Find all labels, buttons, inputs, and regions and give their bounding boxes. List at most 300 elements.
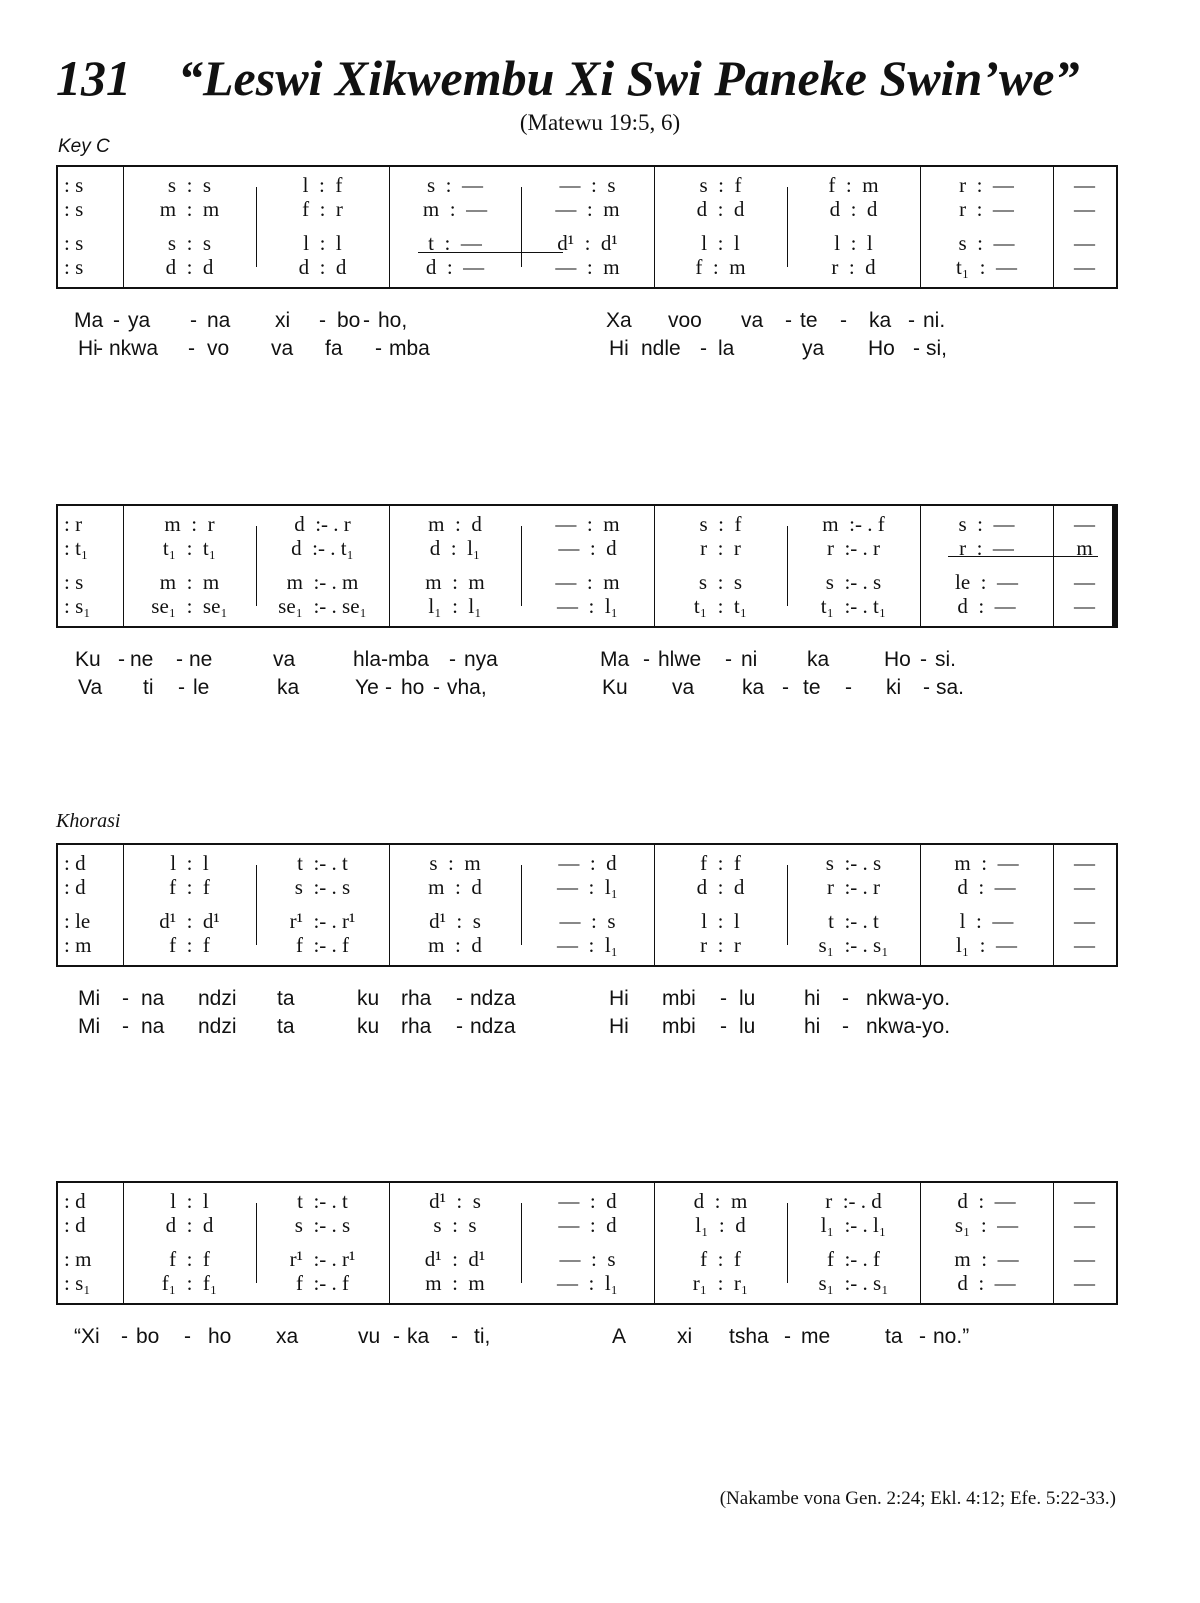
lyric-syllable: mba <box>389 337 430 360</box>
lyric-syllable: ndzi <box>198 1015 237 1038</box>
note-text: : s <box>64 255 84 279</box>
note-text: t :- . t <box>297 1189 348 1213</box>
note-text: d¹ : d¹ <box>557 231 618 255</box>
note-text: f :- . f <box>295 1271 350 1295</box>
note-text: m : — <box>954 1247 1019 1271</box>
syllable-hyphen: - <box>319 309 326 332</box>
note-text: m : — <box>954 851 1019 875</box>
syllable-hyphen: - <box>190 309 197 332</box>
lyric-syllable: na <box>207 309 231 332</box>
note-text: t :- . t <box>297 851 348 875</box>
lyric-syllable: ndzi <box>198 987 237 1010</box>
note-cell <box>256 933 389 957</box>
syllable-hyphen: - <box>178 676 185 699</box>
lyric-syllable: Ho <box>884 648 911 671</box>
lyric-syllable: lu <box>739 987 756 1010</box>
lyric-syllable: A <box>612 1325 627 1348</box>
note-text: m : d <box>428 512 482 536</box>
note-cell <box>123 1189 256 1213</box>
note-text: m :- . f <box>822 512 885 536</box>
note-cell <box>654 933 787 957</box>
note-cell <box>521 570 654 594</box>
lyric-syllable: Ho <box>868 337 895 360</box>
lyric-line <box>0 645 1200 675</box>
note-cell <box>256 231 389 255</box>
lyric-syllable: le <box>193 676 210 699</box>
tie-line <box>418 252 563 253</box>
syllable-hyphen: - <box>113 309 120 332</box>
note-cell <box>256 875 389 899</box>
note-text: — <box>1074 197 1095 221</box>
syllable-hyphen: - <box>700 337 707 360</box>
syllable-hyphen: - <box>784 1325 791 1348</box>
note-text: s : — <box>426 173 483 197</box>
lyric-syllable: Ku <box>75 648 101 671</box>
note-text: l : l <box>701 231 740 255</box>
lyric-syllable: hla-mba <box>353 648 429 671</box>
lyric-syllable: ka <box>807 648 830 671</box>
note-cell <box>389 512 521 536</box>
note-text: m : m <box>159 197 220 221</box>
note-cell <box>787 909 920 933</box>
voice-part-row <box>58 851 1116 875</box>
lyric-syllable: nkwa <box>109 337 159 360</box>
note-cell <box>256 173 389 197</box>
syllable-hyphen: - <box>433 676 440 699</box>
note-cell <box>654 909 787 933</box>
note-cell <box>521 1271 654 1295</box>
note-cell <box>1053 197 1116 221</box>
note-text: s : f <box>699 173 742 197</box>
note-text: f : f <box>169 1247 210 1271</box>
voice-part-row <box>58 512 1112 536</box>
note-cell <box>920 875 1053 899</box>
note-text: l : l <box>170 851 209 875</box>
note-text: f₁ : f₁ <box>161 1271 218 1295</box>
note-cell <box>58 255 123 279</box>
note-text: t : — <box>428 231 482 255</box>
note-text: : s <box>64 231 84 255</box>
syllable-hyphen: - <box>456 987 463 1010</box>
note-cell <box>389 570 521 594</box>
lyric-syllable: ku <box>357 987 380 1010</box>
note-cell <box>920 933 1053 957</box>
voice-part-row <box>58 933 1116 957</box>
note-cell <box>123 255 256 279</box>
note-text: — : d <box>558 851 617 875</box>
note-cell <box>654 1189 787 1213</box>
note-cell <box>787 231 920 255</box>
note-cell <box>654 851 787 875</box>
lyric-syllable: si. <box>935 648 956 671</box>
note-text: d¹ : d¹ <box>159 909 220 933</box>
note-cell <box>389 173 521 197</box>
syllable-hyphen: - <box>720 1015 727 1038</box>
voice-part-row <box>58 173 1116 197</box>
note-cell <box>58 909 123 933</box>
note-text: l : l <box>303 231 342 255</box>
hymn-title: “Leswi Xikwembu Xi Swi Paneke Swin’we” <box>178 50 1080 106</box>
note-cell <box>920 1247 1053 1271</box>
lyric-syllable: ka <box>742 676 765 699</box>
note-cell <box>123 570 256 594</box>
music-system <box>56 504 1118 628</box>
lyric-syllable: ne <box>130 648 154 671</box>
lyric-syllable: lu <box>739 1015 756 1038</box>
note-text: m : r <box>164 512 215 536</box>
note-cell <box>521 909 654 933</box>
lyric-syllable: Hi <box>609 1015 629 1038</box>
syllable-hyphen: - <box>122 987 129 1010</box>
lyric-syllable: Xa <box>606 309 632 332</box>
lyric-syllable: ka <box>869 309 892 332</box>
note-cell <box>1053 570 1116 594</box>
note-text: s :- . s <box>825 570 882 594</box>
note-text: d : — <box>957 875 1016 899</box>
lyric-syllable: ho <box>401 676 425 699</box>
note-text: le : — <box>955 570 1018 594</box>
note-text: — <box>1074 255 1095 279</box>
note-cell <box>123 536 256 560</box>
note-text: s : s <box>167 231 212 255</box>
syllable-hyphen: - <box>842 987 849 1010</box>
lyric-syllable: no.” <box>933 1325 970 1348</box>
voice-part-row <box>58 875 1116 899</box>
lyric-syllable: ne <box>189 648 213 671</box>
note-text: s₁ : — <box>954 1213 1019 1237</box>
note-cell <box>123 1271 256 1295</box>
note-cell <box>58 851 123 875</box>
note-text: d¹ : d¹ <box>424 1247 486 1271</box>
note-text: l : l <box>701 909 740 933</box>
lyric-syllable: ndza <box>470 987 516 1010</box>
note-cell <box>123 173 256 197</box>
note-cell <box>389 255 521 279</box>
note-text: r :- . r <box>826 875 881 899</box>
syllable-hyphen: - <box>451 1325 458 1348</box>
note-cell <box>920 909 1053 933</box>
note-cell <box>123 933 256 957</box>
note-text: : d <box>64 851 86 875</box>
note-text: — <box>1074 173 1095 197</box>
syllable-hyphen: - <box>842 1015 849 1038</box>
note-cell <box>654 594 787 618</box>
note-text: m : d <box>428 933 482 957</box>
lyric-syllable: ndza <box>470 1015 516 1038</box>
note-text: d : d <box>298 255 347 279</box>
note-text: — : l₁ <box>557 875 618 899</box>
lyric-syllable: nya <box>464 648 498 671</box>
lyric-syllable: Ma <box>600 648 630 671</box>
note-text: — : m <box>555 570 620 594</box>
syllable-hyphen: - <box>375 337 382 360</box>
note-cell <box>256 851 389 875</box>
note-cell <box>1053 1189 1116 1213</box>
voice-part-row <box>58 570 1112 594</box>
note-text: — : m <box>555 255 620 279</box>
note-cell <box>654 570 787 594</box>
note-cell <box>920 512 1053 536</box>
tie-line <box>948 556 1098 557</box>
note-cell <box>654 1213 787 1237</box>
note-text: — <box>1074 1247 1095 1271</box>
lyric-syllable: Mi <box>78 987 101 1010</box>
music-system <box>56 1181 1118 1305</box>
lyric-syllable: ka <box>277 676 300 699</box>
note-cell <box>389 875 521 899</box>
note-cell <box>1053 231 1116 255</box>
lyric-syllable: voo <box>668 309 702 332</box>
note-cell <box>256 536 389 560</box>
note-text: s : m <box>429 851 481 875</box>
note-cell <box>58 933 123 957</box>
note-cell <box>654 1247 787 1271</box>
note-cell <box>389 1271 521 1295</box>
note-cell <box>920 570 1053 594</box>
syllable-hyphen: - <box>176 648 183 671</box>
syllable-hyphen: - <box>122 1015 129 1038</box>
note-cell <box>58 512 123 536</box>
note-text: — : d <box>558 1213 617 1237</box>
note-cell <box>1053 909 1116 933</box>
note-cell <box>521 1247 654 1271</box>
note-cell <box>1053 1247 1116 1271</box>
note-text: f : m <box>695 255 746 279</box>
lyric-syllable: “Xi <box>74 1325 100 1348</box>
lyric-syllable: ki <box>886 676 902 699</box>
voice-part-row <box>58 197 1116 221</box>
footnote: (Nakambe vona Gen. 2:24; Ekl. 4:12; Efe. 5:22-33.) <box>719 1488 1116 1509</box>
note-cell <box>123 909 256 933</box>
voice-part-row <box>58 594 1112 618</box>
syllable-hyphen: - <box>118 648 125 671</box>
note-text: r : d <box>831 255 876 279</box>
syllable-hyphen: - <box>913 337 920 360</box>
note-text: m <box>1076 536 1093 560</box>
note-cell <box>58 1189 123 1213</box>
lyric-syllable: Hi <box>609 987 629 1010</box>
note-text: d : m <box>693 1189 748 1213</box>
lyric-syllable: Ma <box>74 309 104 332</box>
note-cell <box>654 231 787 255</box>
note-cell <box>256 255 389 279</box>
lyric-syllable: ku <box>357 1015 380 1038</box>
note-cell <box>920 197 1053 221</box>
lyric-syllable: va <box>273 648 296 671</box>
note-cell <box>920 851 1053 875</box>
lyric-syllable: vu <box>358 1325 381 1348</box>
note-text: — : s <box>559 1247 616 1271</box>
note-text: d : l₁ <box>429 536 481 560</box>
note-text: — <box>1074 875 1095 899</box>
note-text: m : — <box>422 197 488 221</box>
lyric-line <box>0 673 1200 703</box>
lyric-syllable: ka <box>407 1325 430 1348</box>
note-cell <box>920 594 1053 618</box>
note-cell <box>521 512 654 536</box>
note-text: : le <box>64 909 91 933</box>
note-text: d : — <box>957 1271 1016 1295</box>
note-text: — : m <box>555 197 620 221</box>
note-text: m :- . m <box>286 570 359 594</box>
lyric-syllable: ti <box>143 676 154 699</box>
note-text: d : — <box>957 594 1016 618</box>
note-cell <box>1053 933 1116 957</box>
lyric-syllable: va <box>271 337 294 360</box>
voice-part-row <box>58 255 1116 279</box>
note-cell <box>58 536 123 560</box>
note-text: s : f <box>699 512 742 536</box>
note-cell <box>58 1247 123 1271</box>
lyric-syllable: nkwa-yo. <box>866 1015 951 1038</box>
note-text: : s₁ <box>64 594 91 618</box>
lyric-syllable: te <box>803 676 821 699</box>
note-text: r :- . r <box>826 536 881 560</box>
note-text: : s <box>64 197 84 221</box>
note-text: : s <box>64 570 84 594</box>
note-cell <box>654 536 787 560</box>
note-cell <box>256 909 389 933</box>
lyric-syllable: Hi <box>609 337 629 360</box>
note-cell <box>58 1213 123 1237</box>
lyric-line <box>0 306 1200 336</box>
note-text: f :- . f <box>295 933 350 957</box>
note-cell <box>1053 173 1116 197</box>
note-cell <box>654 255 787 279</box>
syllable-hyphen: - <box>385 676 392 699</box>
lyric-syllable: xi <box>275 309 291 332</box>
note-cell <box>58 594 123 618</box>
note-text: : s <box>64 173 84 197</box>
note-cell <box>787 1189 920 1213</box>
note-cell <box>389 1189 521 1213</box>
note-text: d¹ : s <box>429 909 481 933</box>
note-cell <box>920 1189 1053 1213</box>
note-cell <box>256 197 389 221</box>
note-cell <box>256 1189 389 1213</box>
note-text: t₁ : t₁ <box>693 594 748 618</box>
lyric-syllable: Hi <box>78 337 98 360</box>
syllable-hyphen: - <box>188 337 195 360</box>
note-cell <box>521 1189 654 1213</box>
lyric-syllable: rha <box>401 987 432 1010</box>
note-text: d : — <box>425 255 485 279</box>
note-cell <box>389 909 521 933</box>
lyric-syllable: hi <box>804 1015 821 1038</box>
note-text: r¹ :- . r¹ <box>289 1247 356 1271</box>
note-cell <box>123 1213 256 1237</box>
note-text: s : s <box>167 173 212 197</box>
note-cell <box>787 933 920 957</box>
note-cell <box>521 536 654 560</box>
syllable-hyphen: - <box>782 676 789 699</box>
note-cell <box>1053 1213 1116 1237</box>
lyric-syllable: ni. <box>923 309 946 332</box>
lyric-syllable: Va <box>78 676 103 699</box>
lyric-syllable: va <box>672 676 695 699</box>
note-text: — : l₁ <box>557 594 618 618</box>
note-text: l : f <box>302 173 343 197</box>
note-cell <box>920 173 1053 197</box>
lyric-syllable: ho <box>208 1325 232 1348</box>
note-cell <box>1053 594 1116 618</box>
lyric-syllable: te <box>800 309 818 332</box>
note-cell <box>1053 875 1116 899</box>
note-cell <box>256 1271 389 1295</box>
note-text: — : d <box>558 536 617 560</box>
lyric-line <box>0 984 1200 1014</box>
note-cell <box>787 875 920 899</box>
note-text: f :- . f <box>826 1247 881 1271</box>
note-text: l₁ : d <box>695 1213 746 1237</box>
lyric-syllable: vo <box>207 337 230 360</box>
note-cell <box>920 255 1053 279</box>
lyric-syllable: hi <box>804 987 821 1010</box>
note-text: m : d <box>428 875 482 899</box>
note-cell <box>787 173 920 197</box>
note-cell <box>521 851 654 875</box>
note-text: — : s <box>559 909 616 933</box>
lyric-syllable: Ku <box>602 676 628 699</box>
note-text: s :- . s <box>294 1213 351 1237</box>
lyric-syllable: ya <box>128 309 151 332</box>
note-cell <box>389 594 521 618</box>
lyric-syllable: va <box>741 309 764 332</box>
note-text: l : — <box>959 909 1014 933</box>
note-text: — : l₁ <box>557 1271 618 1295</box>
note-cell <box>787 197 920 221</box>
note-cell <box>521 875 654 899</box>
note-text: : m <box>64 1247 92 1271</box>
note-text: s : — <box>958 512 1015 536</box>
note-cell <box>654 512 787 536</box>
syllable-hyphen: - <box>121 1325 128 1348</box>
note-text: r : — <box>959 197 1014 221</box>
note-text: s₁ :- . s₁ <box>818 1271 889 1295</box>
note-cell <box>123 851 256 875</box>
lyric-line <box>0 1012 1200 1042</box>
note-text: d¹ : s <box>429 1189 481 1213</box>
note-cell <box>521 594 654 618</box>
note-text: s :- . s <box>294 875 351 899</box>
chorus-label: Khorasi <box>56 810 121 832</box>
note-cell <box>787 1213 920 1237</box>
note-text: t₁ :- . t₁ <box>820 594 887 618</box>
note-cell <box>521 197 654 221</box>
note-cell <box>58 1271 123 1295</box>
lyric-syllable: rha <box>401 1015 432 1038</box>
music-system <box>56 165 1118 289</box>
note-text: — <box>1074 512 1095 536</box>
note-text: l₁ : — <box>956 933 1017 957</box>
note-text: r :- . d <box>825 1189 882 1213</box>
note-cell <box>654 173 787 197</box>
note-cell <box>920 231 1053 255</box>
syllable-hyphen: - <box>919 1325 926 1348</box>
note-cell <box>787 512 920 536</box>
lyric-syllable: mbi <box>662 987 696 1010</box>
note-cell <box>389 933 521 957</box>
note-cell <box>787 570 920 594</box>
note-text: : t₁ <box>64 536 89 560</box>
note-cell <box>256 1247 389 1271</box>
note-text: : r <box>64 512 83 536</box>
lyric-syllable: ndle <box>641 337 681 360</box>
note-cell <box>389 851 521 875</box>
note-cell <box>654 197 787 221</box>
note-text: r : r <box>700 933 741 957</box>
note-text: — <box>1074 933 1095 957</box>
